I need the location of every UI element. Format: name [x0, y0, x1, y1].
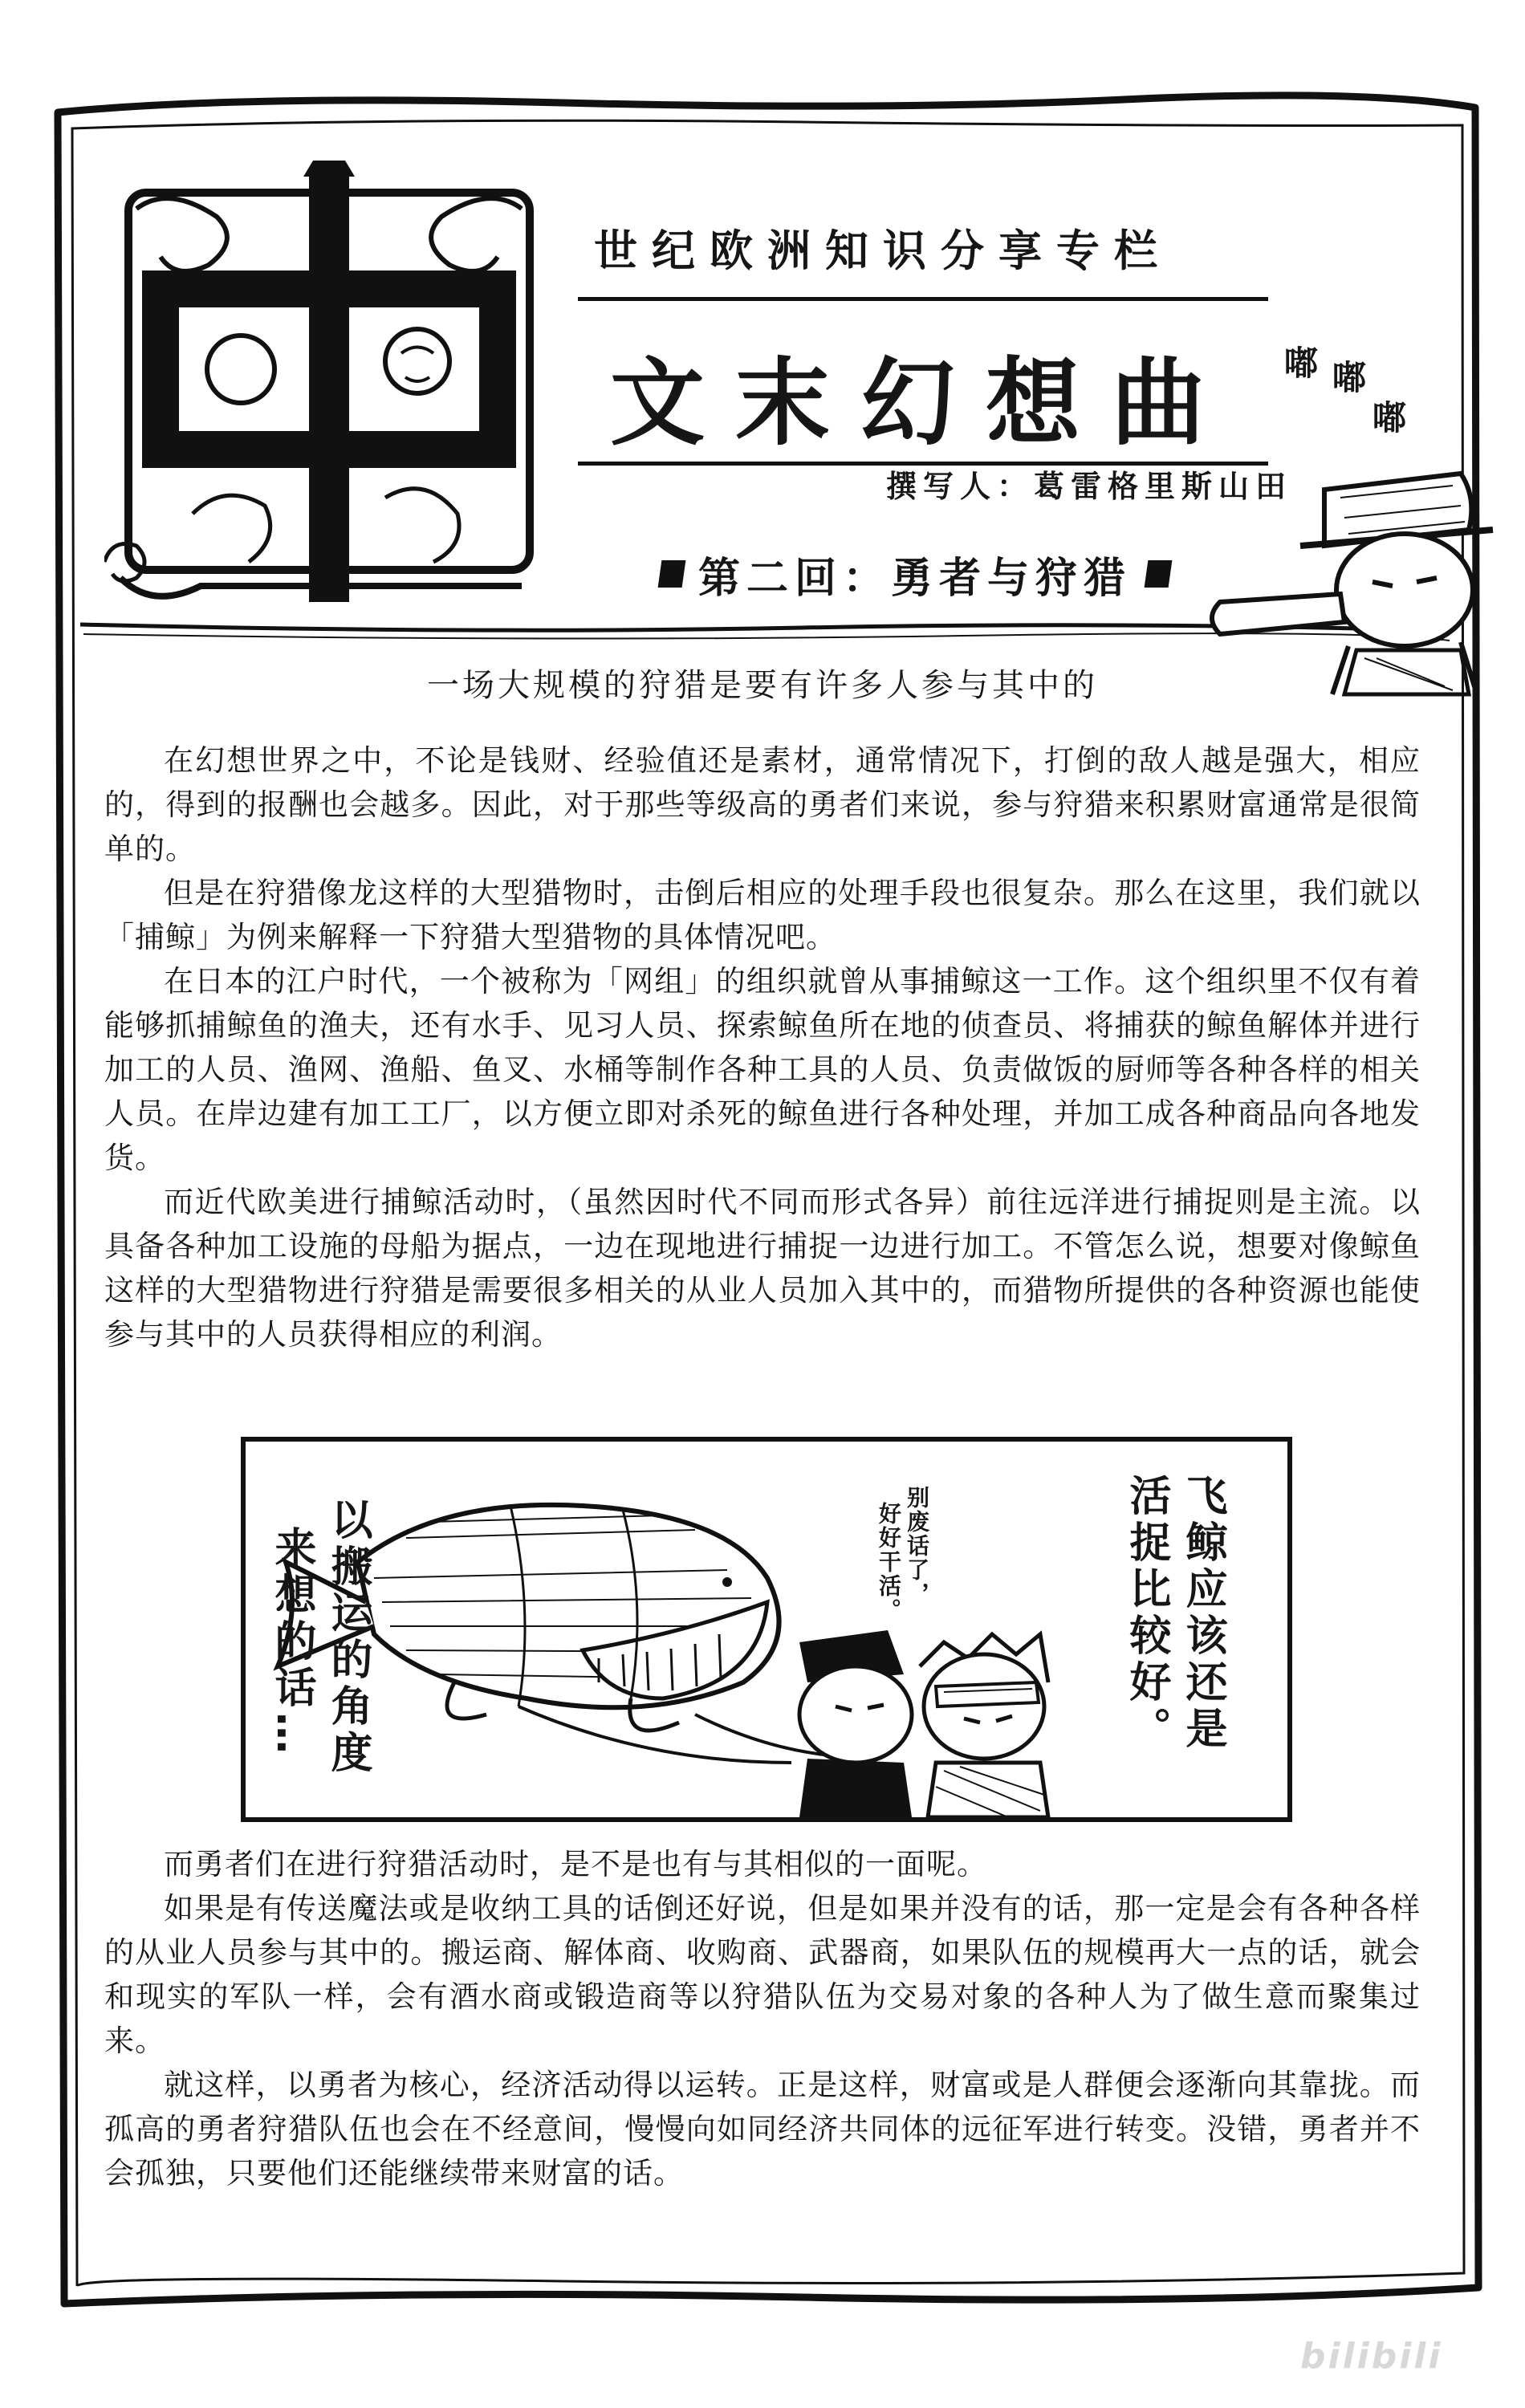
article-body: [104, 738, 1421, 1357]
paragraph: 但是在狩猎像龙这样的大型猎物时，击倒后相应的处理手段也很复杂。那么在这里，我们就以「捕鲸」为例来解释一下狩猎大型猎物的具体情况吧。: [104, 876, 1421, 954]
paragraph: 而勇者们在进行狩猎活动时，是不是也有与其相似的一面呢。: [164, 1847, 987, 1881]
author-credit: 撰写人：葛雷格里斯山田: [885, 469, 1292, 504]
speech-text: 活捉比较好。: [1122, 1474, 1170, 1753]
column-header: [48, 96, 1477, 642]
speech-text: 别废话了，: [904, 1486, 930, 1606]
column-name: 世纪欧洲知识分享专栏: [594, 226, 1172, 276]
sound-effect: 嘟: [1372, 398, 1407, 437]
episode-label: 第二回：勇者与狩猎: [697, 554, 1132, 603]
emblem-illustration: [104, 161, 554, 610]
block-marker-icon: [1145, 560, 1173, 588]
article-body-continued: [104, 1842, 1421, 2195]
speech-text: 来想的话…: [267, 1526, 315, 1759]
page-title: 文末幻想曲: [609, 347, 1236, 458]
title-banner: [578, 297, 1268, 466]
sound-effect: 嘟: [1332, 358, 1367, 397]
article-lead: 一场大规模的狩猎是要有许多人参与其中的: [427, 667, 1098, 704]
speech-text: 好好干活。: [876, 1502, 902, 1622]
speech-text: 飞鲸应该还是: [1178, 1474, 1226, 1753]
comic-panel: [241, 1437, 1292, 1822]
paragraph: 而近代欧美进行捕鲸活动时，（虽然因时代不同而形式各异）前往远洋进行捕捉则是主流。以具备各种加工设施的母船为据点，一边在现地进行捕捉一边进行加工。不管怎么说，想要对像鲸鱼这样的大型猎物进行狩猎是需要很多相关的从业人员加入其中的，而猎物所提供的各种资源也能使参与其中的人员获得相应的利润。: [104, 1185, 1421, 1352]
block-marker-icon: [658, 560, 686, 588]
sound-effect: 嘟: [1284, 344, 1319, 383]
bilibili-watermark: bilibili: [1300, 2336, 1443, 2377]
paragraph: 在幻想世界之中，不论是钱财、经验值还是素材，通常情况下，打倒的敌人越是强大，相应的，得到的报酬也会越多。因此，对于那些等级高的勇者们来说，参与狩猎来积累财富通常是很简单的。: [104, 743, 1421, 866]
speech-text: 以搬运的角度: [323, 1498, 372, 1777]
paragraph: 如果是有传送魔法或是收纳工具的话倒还好说，但是如果并没有的话，那一定是会有各种各样的从业人员参与其中的。搬运商、解体商、收购商、武器商，如果队伍的规模再大一点的话，就会和现实的军队一样，会有酒水商或锻造商等以狩猎队伍为交易对象的各种人为了做生意而聚集过来。: [104, 1891, 1421, 2058]
paragraph: 就这样，以勇者为核心，经济活动得以运转。正是这样，财富或是人群便会逐渐向其靠拢。而孤高的勇者狩猎队伍也会在不经意间，慢慢向如同经济共同体的远征军进行转变。没错，勇者并不会孤独，只要他们还能继续带来财富的话。: [104, 2068, 1421, 2190]
episode-heading: [610, 542, 1220, 606]
paragraph: 在日本的江户时代，一个被称为「网组」的组织就曾从事捕鲸这一工作。这个组织里不仅有着能够抓捕鲸鱼的渔夫，还有水手、见习人员、探索鲸鱼所在地的侦查员、将捕获的鲸鱼解体并进行加工的人员、渔网、渔船、鱼叉、水桶等制作各种工具的人员、负责做饭的厨师等各种各样的相关人员。在岸边建有加工工厂，以方便立即对杀死的鲸鱼进行各种处理，并加工成各种商品向各地发货。: [104, 964, 1421, 1175]
